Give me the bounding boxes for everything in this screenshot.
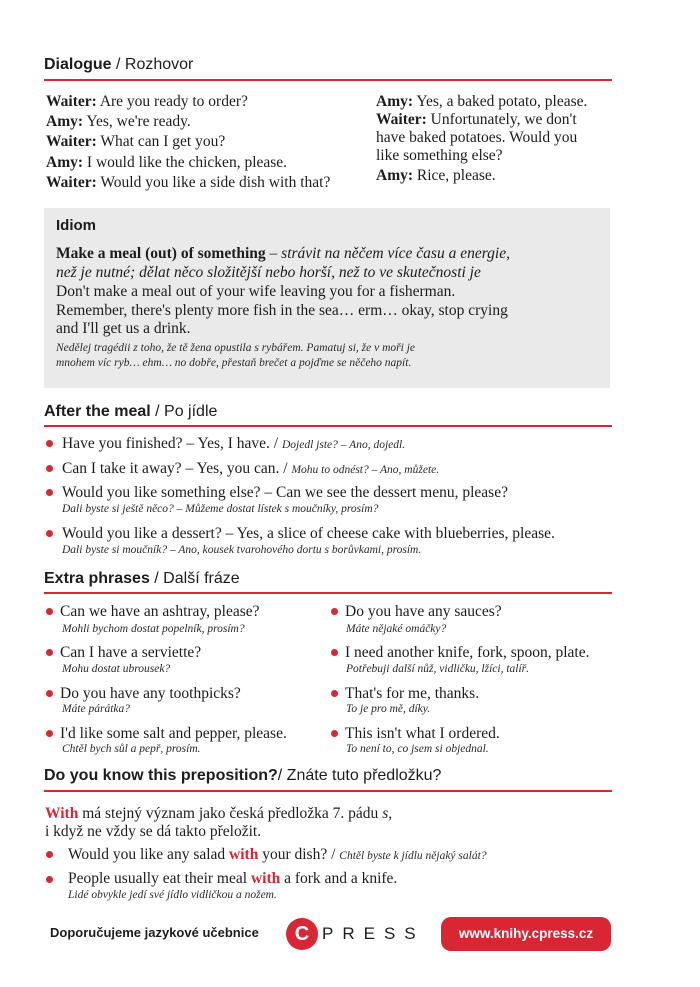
idiom-translation: mnohem víc ryb… ehm… no dobře, přestaň brečet a pojďme se něčeho napít. bbox=[56, 357, 412, 369]
preposition-intro-cont: i když ne vždy se dá takto přeložit. bbox=[45, 823, 262, 840]
bullet-icon bbox=[46, 530, 53, 537]
bullet-icon bbox=[46, 489, 53, 496]
list-item: Do you have any toothpicks? bbox=[60, 685, 241, 702]
website-link[interactable]: www.knihy.cpress.cz bbox=[441, 917, 611, 951]
dialogue-line: Waiter: What can I get you? bbox=[46, 133, 226, 150]
dialogue-heading: Dialogue / Rozhovor bbox=[44, 56, 194, 73]
dialogue-line: have baked potatoes. Would you bbox=[376, 129, 578, 146]
extra-phrases-rule bbox=[44, 592, 612, 594]
preposition-example: Would you like any salad with your dish? / Chtěl byste k jídlu nějaký salát? bbox=[68, 846, 487, 863]
idiom-example: Don't make a meal out of your wife leaving you for a fisherman. bbox=[56, 283, 456, 300]
dialogue-line: Waiter: Would you like a side dish with that? bbox=[46, 174, 331, 191]
idiom-definition-cont: než je nutné; dělat něco složitější nebo horší, než to ve skutečnosti je bbox=[56, 264, 481, 281]
list-item: This isn't what I ordered. bbox=[345, 725, 500, 742]
list-item-translation: To není to, co jsem si objednal. bbox=[346, 743, 489, 755]
list-item: Can we have an ashtray, please? bbox=[60, 603, 260, 620]
list-item-translation: Mohu dostat ubrousek? bbox=[62, 663, 171, 675]
list-item-translation: Mohli bychom dostat popelník, prosím? bbox=[62, 623, 245, 635]
idiom-definition: Make a meal (out) of something – strávit na něčem více času a energie, bbox=[56, 245, 510, 262]
bullet-icon bbox=[46, 851, 53, 858]
list-item: Have you finished? – Yes, I have. / Dojedl jste? – Ano, dojedl. bbox=[62, 435, 406, 452]
dialogue-line: Waiter: Unfortunately, we don't bbox=[376, 111, 577, 128]
extra-phrases-heading: Extra phrases / Další fráze bbox=[44, 570, 240, 587]
dialogue-rule bbox=[44, 79, 612, 81]
dialogue-line: Amy: Rice, please. bbox=[376, 167, 496, 184]
bullet-icon bbox=[331, 690, 338, 697]
bullet-icon bbox=[331, 730, 338, 737]
bullet-icon bbox=[46, 649, 53, 656]
preposition-heading: Do you know this preposition?/ Znáte tuto předložku? bbox=[44, 767, 442, 784]
list-item: Would you like something else? – Can we see the dessert menu, please? bbox=[62, 484, 508, 501]
list-item-translation: Máte párátka? bbox=[62, 703, 131, 715]
after-meal-heading: After the meal / Po jídle bbox=[44, 403, 218, 420]
bullet-icon bbox=[46, 876, 53, 883]
bullet-icon bbox=[331, 608, 338, 615]
list-item-translation: Dali byste si moučník? – Ano, kousek tvarohového dortu s borůvkami, prosím. bbox=[62, 544, 422, 556]
dialogue-line: like something else? bbox=[376, 147, 503, 164]
bullet-icon bbox=[46, 690, 53, 697]
dialogue-line: Amy: I would like the chicken, please. bbox=[46, 154, 288, 171]
after-meal-rule bbox=[44, 425, 612, 427]
list-item: I'd like some salt and pepper, please. bbox=[60, 725, 287, 742]
preposition-example-translation: Lidé obvykle jedí své jídlo vidličkou a nožem. bbox=[68, 889, 277, 901]
list-item: Can I take it away? – Yes, you can. / Mohu to odnést? – Ano, můžete. bbox=[62, 460, 440, 477]
bullet-icon bbox=[46, 465, 53, 472]
list-item: That's for me, thanks. bbox=[345, 685, 480, 702]
bullet-icon bbox=[331, 649, 338, 656]
list-item-translation: Dali byste si ještě něco? – Můžeme dostat lístek s moučníky, prosím? bbox=[62, 503, 379, 515]
list-item-translation: Potřebuji další nůž, vidličku, lžíci, talíř. bbox=[346, 663, 530, 675]
cpress-logo-icon: C bbox=[286, 918, 318, 950]
list-item: I need another knife, fork, spoon, plate. bbox=[345, 644, 590, 661]
list-item-translation: Chtěl bych sůl a pepř, prosím. bbox=[62, 743, 201, 755]
idiom-example: Remember, there's plenty more fish in the sea… erm… okay, stop crying bbox=[56, 302, 508, 319]
list-item: Would you like a dessert? – Yes, a slice of cheese cake with blueberries, please. bbox=[62, 525, 555, 542]
list-item: Can I have a serviette? bbox=[60, 644, 202, 661]
footer-recommend: Doporučujeme jazykové učebnice bbox=[50, 925, 259, 940]
dialogue-line: Amy: Yes, a baked potato, please. bbox=[376, 93, 588, 110]
list-item-translation: Máte nějaké omáčky? bbox=[346, 623, 447, 635]
bullet-icon bbox=[46, 440, 53, 447]
idiom-title: Idiom bbox=[56, 217, 96, 234]
bullet-icon bbox=[46, 608, 53, 615]
dialogue-line: Waiter: Are you ready to order? bbox=[46, 93, 248, 110]
bullet-icon bbox=[46, 730, 53, 737]
preposition-example: People usually eat their meal with a fork and a knife. bbox=[68, 870, 398, 887]
dialogue-line: Amy: Yes, we're ready. bbox=[46, 113, 191, 130]
idiom-translation: Nedělej tragédii z toho, že tě žena opustila s rybářem. Pamatuj si, že v moři je bbox=[56, 342, 416, 354]
preposition-intro: With má stejný význam jako česká předložka 7. pádu s, bbox=[45, 805, 393, 822]
cpress-logo-text: PRESS bbox=[322, 924, 425, 943]
list-item: Do you have any sauces? bbox=[345, 603, 502, 620]
list-item-translation: To je pro mě, díky. bbox=[346, 703, 431, 715]
idiom-example: and I'll get us a drink. bbox=[56, 320, 191, 337]
preposition-rule bbox=[44, 790, 612, 792]
